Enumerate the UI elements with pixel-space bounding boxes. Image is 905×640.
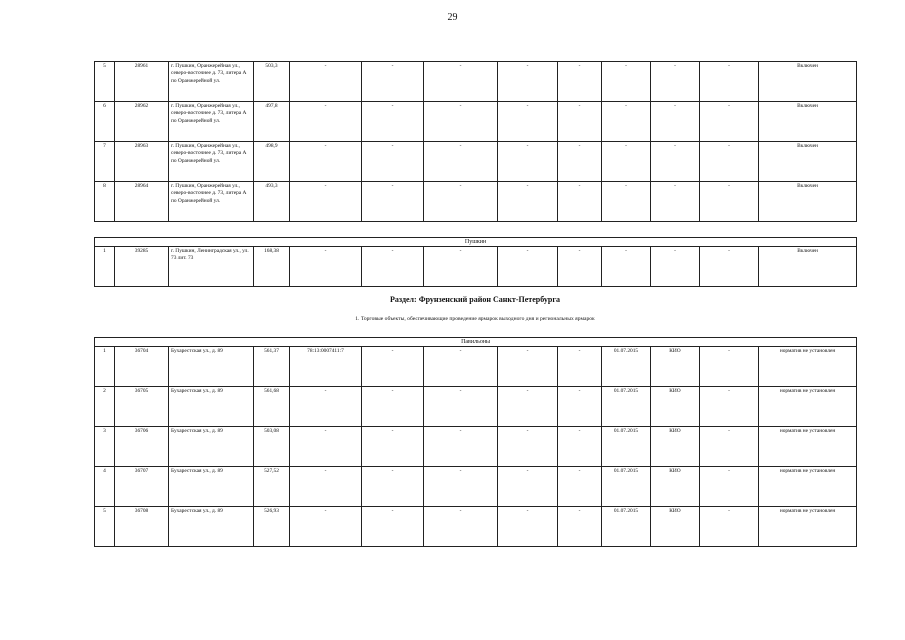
cell-date: 01.07.2015 (602, 507, 651, 547)
cell-c9: - (558, 507, 602, 547)
cell-c8: - (498, 427, 558, 467)
cell-addr: Бухарестская ул., д. 89 (169, 387, 254, 427)
cell-c8: - (498, 347, 558, 387)
cell-c7: - (424, 62, 498, 102)
cell-org: КИО (651, 387, 700, 427)
cell-id: 28961 (115, 62, 169, 102)
cell-c10: - (602, 62, 651, 102)
cell-id: 36707 (115, 467, 169, 507)
cell-id: 36705 (115, 387, 169, 427)
cell-norm: норматив не установлен (759, 387, 857, 427)
cell-area: 498,9 (254, 142, 290, 182)
cell-id: 36706 (115, 427, 169, 467)
table-row (95, 467, 857, 507)
cell-org: КИО (651, 347, 700, 387)
cell-area: 493,3 (254, 182, 290, 222)
cell-n: 6 (95, 102, 115, 142)
table-pushkin-single (94, 237, 857, 287)
cell-c12: - (700, 142, 759, 182)
cell-c6: - (362, 507, 424, 547)
cell-n: 7 (95, 142, 115, 182)
cell-cad: - (290, 467, 362, 507)
cell-addr: Бухарестская ул., д. 89 (169, 467, 254, 507)
cell-c5: - (290, 102, 362, 142)
cell-c7: - (424, 467, 498, 507)
table-row (95, 62, 857, 102)
cell-c8: - (498, 387, 558, 427)
cell-cad: - (290, 427, 362, 467)
section-label: Пушкин (95, 238, 857, 247)
table-row (95, 387, 857, 427)
cell-addr: Бухарестская ул., д. 89 (169, 427, 254, 467)
cell-id: 28964 (115, 182, 169, 222)
cell-area: 503,3 (254, 62, 290, 102)
table-frunzensky-pavilions (94, 337, 857, 547)
cell-c6: - (362, 427, 424, 467)
cell-c9: - (558, 62, 602, 102)
cell-c9: - (558, 142, 602, 182)
cell-c9: - (558, 427, 602, 467)
cell-c5: - (290, 182, 362, 222)
cell-norm: норматив не установлен (759, 467, 857, 507)
cell-c7: - (424, 182, 498, 222)
cell-c7: - (424, 142, 498, 182)
cell-c7: - (424, 387, 498, 427)
cell-area: 527,52 (254, 467, 290, 507)
cell-c6: - (362, 62, 424, 102)
cell-note: Включен (759, 182, 857, 222)
cell-note: Включен (759, 102, 857, 142)
cell-c12: - (700, 247, 759, 287)
cell-n: 2 (95, 387, 115, 427)
section-title: Раздел: Фрунзенский район Санкт-Петербурга (389, 295, 561, 304)
section-subtitle: 1. Торговые объекты, обеспечивающие проведение ярмарок выходного дня и региональных ярмарок (355, 316, 595, 322)
cell-c12: - (700, 62, 759, 102)
cell-norm: норматив не установлен (759, 347, 857, 387)
cell-addr: Бухарестская ул., д. 89 (169, 347, 254, 387)
table-row (95, 102, 857, 142)
cell-date: 01.07.2015 (602, 387, 651, 427)
cell-id: 28962 (115, 102, 169, 142)
table-row (95, 182, 857, 222)
cell-c12: - (700, 387, 759, 427)
cell-addr: г. Пушкин, Оранжерейная ул., северо-восточнее д. 73, литера А по Оранжерейной ул. (169, 102, 254, 142)
cell-norm: норматив не установлен (759, 427, 857, 467)
cell-n: 5 (95, 62, 115, 102)
section-label: Павильоны (95, 338, 857, 347)
cell-c7: - (424, 347, 498, 387)
cell-c11: - (651, 247, 700, 287)
cell-c7: - (424, 427, 498, 467)
cell-cad: 78:13:0007411:7 (290, 347, 362, 387)
cell-norm: норматив не установлен (759, 507, 857, 547)
cell-c8: - (498, 247, 558, 287)
cell-id: 39285 (115, 247, 169, 287)
cell-c6: - (362, 347, 424, 387)
cell-org: КИО (651, 467, 700, 507)
cell-id: 36704 (115, 347, 169, 387)
table-row (95, 507, 857, 547)
cell-c6: - (362, 102, 424, 142)
cell-addr: Бухарестская ул., д. 89 (169, 507, 254, 547)
cell-c5: - (290, 142, 362, 182)
cell-date: 01.07.2015 (602, 347, 651, 387)
cell-note: Включен (759, 247, 857, 287)
cell-id: 36708 (115, 507, 169, 547)
cell-c7: - (424, 102, 498, 142)
cell-c6: - (362, 387, 424, 427)
cell-c9: - (558, 247, 602, 287)
cell-c9: - (558, 347, 602, 387)
cell-c12: - (700, 102, 759, 142)
cell-c10: - (602, 142, 651, 182)
cell-cad: - (290, 387, 362, 427)
cell-c12: - (700, 507, 759, 547)
cell-area: 503,08 (254, 427, 290, 467)
cell-c5: - (290, 62, 362, 102)
cell-note: Включен (759, 142, 857, 182)
cell-c11: - (651, 102, 700, 142)
cell-org: КИО (651, 427, 700, 467)
cell-n: 5 (95, 507, 115, 547)
cell-n: 3 (95, 427, 115, 467)
cell-c12: - (700, 347, 759, 387)
cell-cad: - (290, 507, 362, 547)
cell-c8: - (498, 102, 558, 142)
cell-area: 561,68 (254, 387, 290, 427)
cell-c8: - (498, 467, 558, 507)
cell-addr: г. Пушкин, Ленинградская ул., ул. 73 лит. 73 (169, 247, 254, 287)
cell-n: 1 (95, 347, 115, 387)
table-row (95, 247, 857, 287)
cell-n: 1 (95, 247, 115, 287)
cell-area: 526,93 (254, 507, 290, 547)
cell-c8: - (498, 142, 558, 182)
cell-c9: - (558, 467, 602, 507)
cell-c9: - (558, 182, 602, 222)
cell-c6: - (362, 142, 424, 182)
cell-c7: - (424, 507, 498, 547)
table-row (95, 347, 857, 387)
cell-c11: - (651, 62, 700, 102)
cell-area: 561,37 (254, 347, 290, 387)
cell-c10: - (602, 102, 651, 142)
table-row (95, 142, 857, 182)
cell-addr: г. Пушкин, Оранжерейная ул., северо-восточнее д. 73, литера А по Оранжерейной ул. (169, 182, 254, 222)
cell-c10: - (602, 182, 651, 222)
cell-area: 497,8 (254, 102, 290, 142)
table-row (95, 427, 857, 467)
cell-n: 8 (95, 182, 115, 222)
cell-c9: - (558, 387, 602, 427)
cell-org: КИО (651, 507, 700, 547)
cell-c7: - (424, 247, 498, 287)
cell-n: 4 (95, 467, 115, 507)
cell-c10: - (602, 247, 651, 287)
cell-c11: - (651, 182, 700, 222)
table-pushkin-objects (94, 61, 857, 222)
cell-c9: - (558, 102, 602, 142)
cell-c5: - (290, 247, 362, 287)
cell-c8: - (498, 62, 558, 102)
cell-date: 01.07.2015 (602, 467, 651, 507)
cell-area: 168,38 (254, 247, 290, 287)
cell-note: Включен (759, 62, 857, 102)
cell-c8: - (498, 507, 558, 547)
cell-c6: - (362, 467, 424, 507)
cell-c6: - (362, 247, 424, 287)
cell-c12: - (700, 467, 759, 507)
cell-addr: г. Пушкин, Оранжерейная ул., северо-восточнее д. 73, литера А по Оранжерейной ул. (169, 62, 254, 102)
cell-date: 01.07.2015 (602, 427, 651, 467)
cell-c11: - (651, 142, 700, 182)
cell-addr: г. Пушкин, Оранжерейная ул., северо-восточнее д. 73, литера А по Оранжерейной ул. (169, 142, 254, 182)
cell-c8: - (498, 182, 558, 222)
cell-c12: - (700, 427, 759, 467)
page-number: 29 (447, 12, 458, 23)
cell-c6: - (362, 182, 424, 222)
cell-c12: - (700, 182, 759, 222)
cell-id: 28963 (115, 142, 169, 182)
